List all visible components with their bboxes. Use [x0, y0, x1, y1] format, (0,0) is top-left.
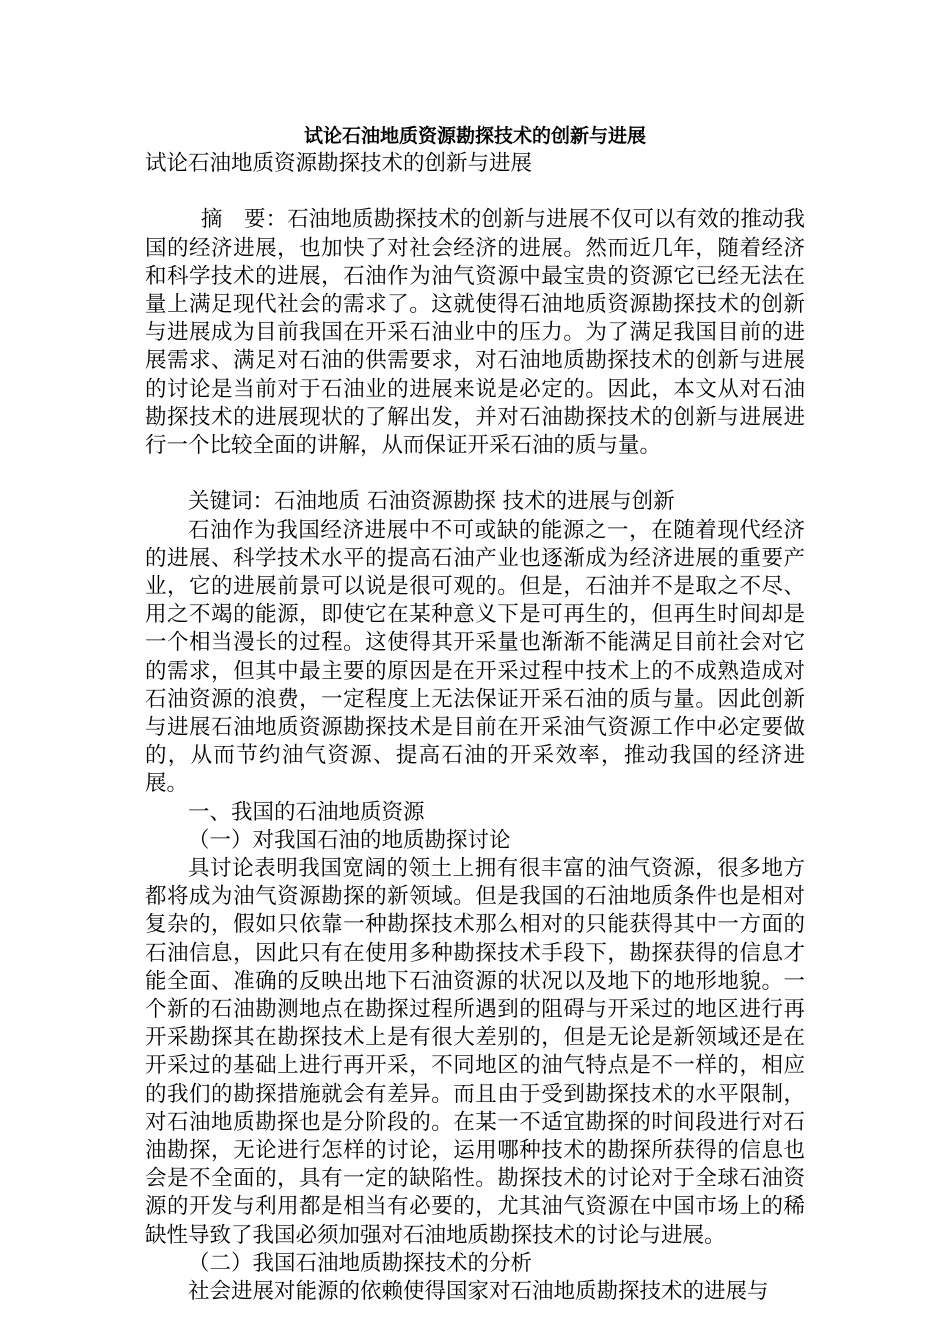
abstract-paragraph: 摘 要：石油地质勘探技术的创新与进展不仅可以有效的推动我国的经济进展，也加快了对社会经济的进展。然而近几年，随着经济和科学技术的进展，石油作为油气资源中最宝贵的资源它已经无法在量上满足现代社会的需求了。这就使得石油地质资源勘探技术的创新与进展成为目前我国在开采石油业中的压力。为了满足我国目前的进展需求、满足对石油的供需要求，对石油地质勘探技术的创新与进展的讨论是当前对于石油业的进展来说是必定的。因此，本文从对石油勘探技术的进展现状的了解出发，并对石油勘探技术的创新与进展进行一个比较全面的讲解，从而保证开采石油的质与量。	[145, 207, 805, 459]
subsection-1-paragraph: 具讨论表明我国宽阔的领土上拥有很丰富的油气资源，很多地方都将成为油气资源勘探的新领域。但是我国的石油地质条件也是相对复杂的，假如只依靠一种勘探技术那么相对的只能获得其中一方面的石油信息，因此只有在使用多种勘探技术手段下，勘探获得的信息才能全面、准确的反映出地下石油资源的状况以及地下的地形地貌。一个新的石油勘测地点在勘探过程所遇到的阻碍与开采过的地区进行再开采勘探其在勘探技术上是有很大差别的，但是无论是新领域还是在开采过的基础上进行再开采，不同地区的油气特点是不一样的，相应的我们的勘探措施就会有差异。而且由于受到勘探技术的水平限制，对石油地质勘探也是分阶段的。在某一不适宜勘探的时间段进行对石油勘探，无论进行怎样的讨论，运用哪种技术的勘探所获得的信息也会是不全面的，具有一定的缺陷性。勘探技术的讨论对于全球石油资源的开发与利用都是相当有必要的，尤其油气资源在中国市场上的稀缺性导致了我国必须加强对石油地质勘探技术的讨论与进展。	[145, 856, 805, 1248]
subsection-heading-1: （一）对我国石油的地质勘探讨论	[188, 827, 511, 853]
intro-paragraph: 石油作为我国经济进展中不可或缺的能源之一，在随着现代经济的进展、科学技术水平的提高石油产业也逐渐成为经济进展的重要产业，它的进展前景可以说是很可观的。但是，石油并不是取之不尽、用之不竭的能源，即使它在某种意义下是可再生的，但再生时间却是一个相当漫长的过程。这使得其开采量也渐渐不能满足目前社会对它的需求，但其中最主要的原因是在开采过程中技术上的不成熟造成对石油资源的浪费，一定程度上无法保证开采石油的质与量。因此创新与进展石油地质资源勘探技术是目前在开采油气资源工作中必定要做的，从而节约油气资源、提高石油的开采效率，推动我国的经济进展。	[145, 517, 805, 797]
blank-line	[145, 178, 805, 206]
blank-line	[145, 460, 805, 488]
subsection-2-paragraph: 社会进展对能源的依赖使得国家对石油地质勘探技术的进展与	[188, 1279, 769, 1305]
section-heading-1: 一、我国的石油地质资源	[188, 799, 425, 825]
document-subtitle: 试论石油地质资源勘探技术的创新与进展	[145, 151, 533, 176]
subsection-heading-2: （二）我国石油地质勘探技术的分析	[188, 1250, 533, 1276]
keywords-line: 关键词：石油地质 石油资源勘探 技术的进展与创新	[188, 489, 675, 515]
document-title: 试论石油地质资源勘探技术的创新与进展	[303, 125, 646, 147]
document-page	[145, 122, 805, 1306]
